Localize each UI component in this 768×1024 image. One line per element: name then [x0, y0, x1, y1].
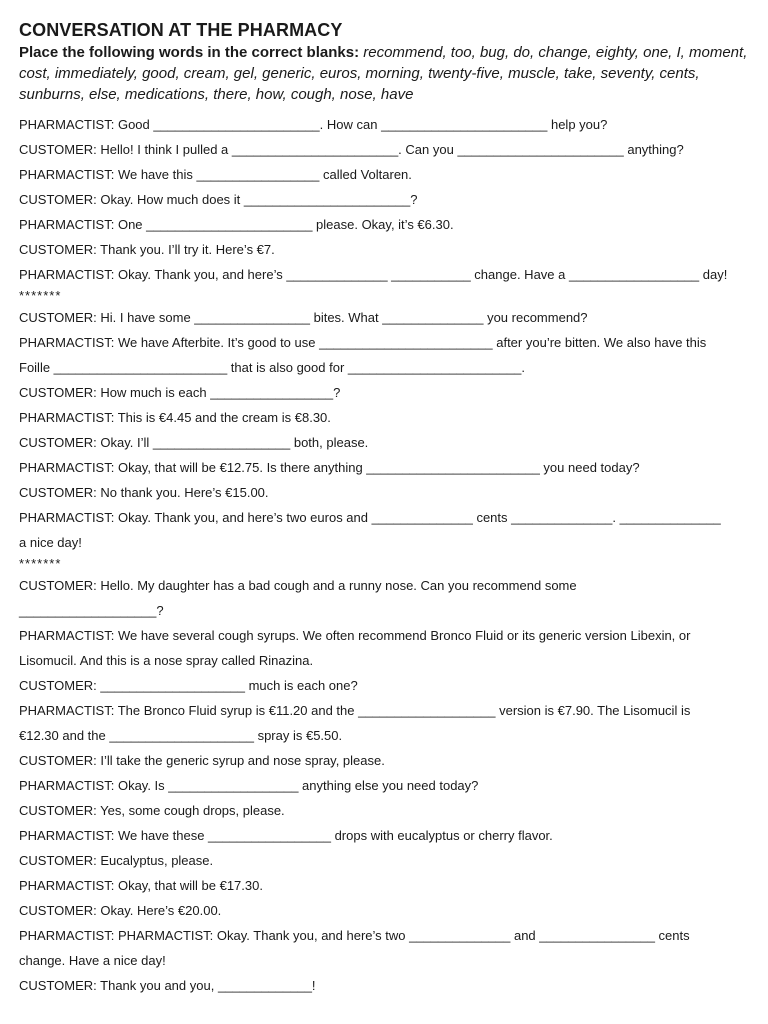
- dialogue-line: CUSTOMER: Okay. I’ll ___________________ both, please.: [19, 435, 369, 450]
- word-bank: recommend, too, bug, do, change, eighty, one, I, moment, cost, immediately, good, cream, gel, generic, euros, morning, twenty-five, muscle, take, seventy, cents, sunburns, else, medications, there, how, cough, nose, have: [19, 44, 748, 103]
- dialogue-line: CUSTOMER: Thank you and you, _____________!: [19, 978, 316, 993]
- dialogue-line: PHARMACTIST: We have these _________________ drops with eucalyptus or cherry flavor.: [19, 828, 553, 843]
- dialogue-line: PHARMACTIST: We have several cough syrups. We often recommend Bronco Fluid or its generic version Libexin, or: [19, 628, 691, 643]
- dialogue-line: PHARMACTIST: One _______________________ please. Okay, it’s €6.30.: [19, 217, 454, 232]
- section-separator: *******: [19, 556, 62, 571]
- dialogue-line: Lisomucil. And this is a nose spray called Rinazina.: [19, 653, 314, 668]
- dialogue-line: CUSTOMER: Okay. How much does it _______________________?: [19, 192, 418, 207]
- dialogue-line: PHARMACTIST: Okay. Is __________________ anything else you need today?: [19, 778, 479, 793]
- dialogue-line: change. Have a nice day!: [19, 953, 166, 968]
- dialogue-line: CUSTOMER: Yes, some cough drops, please.: [19, 803, 285, 818]
- dialogue-line: €12.30 and the ____________________ spray is €5.50.: [19, 728, 343, 743]
- dialogue-line: PHARMACTIST: This is €4.45 and the cream is €8.30.: [19, 410, 331, 425]
- dialogue-line: PHARMACTIST: We have Afterbite. It’s good to use ________________________ after you’re bitten. We also have this: [19, 335, 707, 350]
- dialogue-line: CUSTOMER: I’ll take the generic syrup and nose spray, please.: [19, 753, 385, 768]
- dialogue-line: CUSTOMER: Hi. I have some ________________ bites. What ______________ you recommend?: [19, 310, 588, 325]
- dialogue-line: PHARMACTIST: PHARMACTIST: Okay. Thank you, and here’s two ______________ and ________________ cents: [19, 928, 690, 943]
- dialogue-line: CUSTOMER: Eucalyptus, please.: [19, 853, 214, 868]
- dialogue-line: CUSTOMER: Hello! I think I pulled a _______________________. Can you _______________________ anything?: [19, 142, 684, 157]
- dialogue-line: PHARMACTIST: Okay. Thank you, and here’s ______________ ___________ change. Have a __________________ day!: [19, 267, 728, 282]
- worksheet-title: CONVERSATION AT THE PHARMACY: [19, 20, 343, 40]
- dialogue-line: PHARMACTIST: Okay. Thank you, and here’s two euros and ______________ cents ______________. ______________: [19, 510, 721, 525]
- instructions-lead: Place the following words in the correct blanks:: [19, 44, 360, 61]
- dialogue-line: CUSTOMER: No thank you. Here’s €15.00.: [19, 485, 269, 500]
- dialogue-line: PHARMACTIST: Okay, that will be €12.75. Is there anything ________________________ you need today?: [19, 460, 640, 475]
- dialogue: [19, 112, 754, 998]
- instructions: [19, 42, 754, 105]
- dialogue-line: a nice day!: [19, 535, 82, 550]
- dialogue-line: CUSTOMER: Thank you. I’ll try it. Here’s €7.: [19, 242, 275, 257]
- worksheet: [19, 18, 754, 998]
- dialogue-line: Foille ________________________ that is also good for ________________________.: [19, 360, 526, 375]
- dialogue-line: CUSTOMER: Hello. My daughter has a bad cough and a runny nose. Can you recommend some: [19, 578, 577, 593]
- dialogue-line: CUSTOMER: ____________________ much is each one?: [19, 678, 358, 693]
- dialogue-line: PHARMACTIST: The Bronco Fluid syrup is €11.20 and the ___________________ version is €7.90. The Lisomucil is: [19, 703, 691, 718]
- dialogue-line: PHARMACTIST: Good _______________________. How can _______________________ help you?: [19, 117, 608, 132]
- dialogue-line: ___________________?: [19, 603, 164, 618]
- dialogue-line: CUSTOMER: How much is each _________________?: [19, 385, 341, 400]
- dialogue-line: PHARMACTIST: We have this _________________ called Voltaren.: [19, 167, 412, 182]
- dialogue-line: CUSTOMER: Okay. Here’s €20.00.: [19, 903, 222, 918]
- dialogue-line: PHARMACTIST: Okay, that will be €17.30.: [19, 878, 263, 893]
- section-separator: *******: [19, 288, 62, 303]
